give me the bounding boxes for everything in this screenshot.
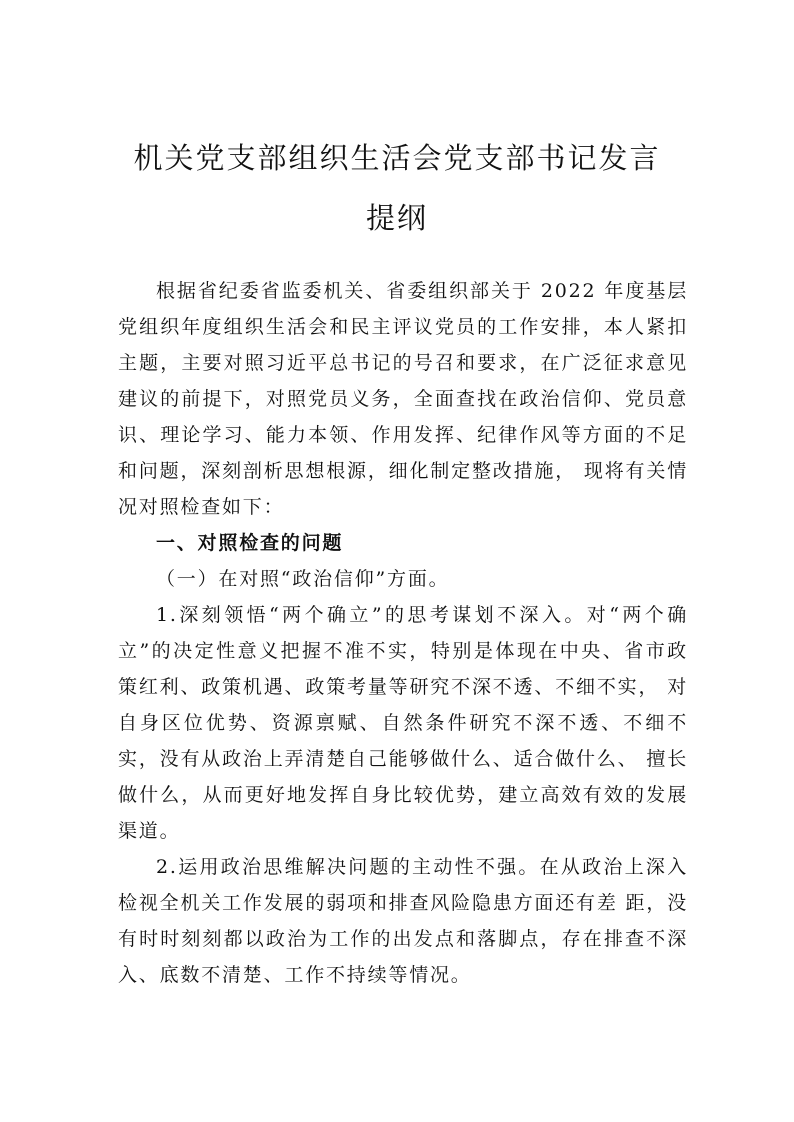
document-body (118, 273, 688, 993)
item-paragraph-1: 1.深刻领悟“两个确立”的思考谋划不深入。对“两个确立”的决定性意义把握不准不实，特别是体现在中央、省市政策红利、政策机遇、政策考量等研究不深不透、不细不实， 对自身区位优势、资源禀赋、自然条件研究不深不透、不细不实，没有从政治上弄清楚自己能够做什么、适合做什么、 擅长做什么，从而更好地发挥自身比较优势，建立高效有效的发展渠道。 (118, 604, 688, 842)
intro-paragraph: 根据省纪委省监委机关、省委组织部关于 2022 年度基层党组织年度组织生活会和民主评议党员的工作安排，本人紧扣主题，主要对照习近平总书记的号召和要求，在广泛征求意见建议的前提下，对照党员义务，全面查找在政治信仰、党员意识、理论学习、能力本领、作用发挥、纪律作风等方面的不足和问题，深刻剖析思想根源，细化制定整改措施， 现将有关情况对照检查如下： (118, 280, 688, 518)
item-paragraph-2: 2.运用政治思维解决问题的主动性不强。在从政治上深入检视全机关工作发展的弱项和排查风险隐患方面还有差 距，没有时时刻刻都以政治为工作的出发点和落脚点，存在排查不深入、底数不清楚、工作不持续等情况。 (118, 856, 688, 986)
document-title: 机关党支部组织生活会党支部书记发言提纲 (133, 141, 661, 235)
section-heading: 一、对照检查的问题 (156, 532, 344, 554)
subsection-heading: （一）在对照“政治信仰”方面。 (156, 568, 450, 590)
